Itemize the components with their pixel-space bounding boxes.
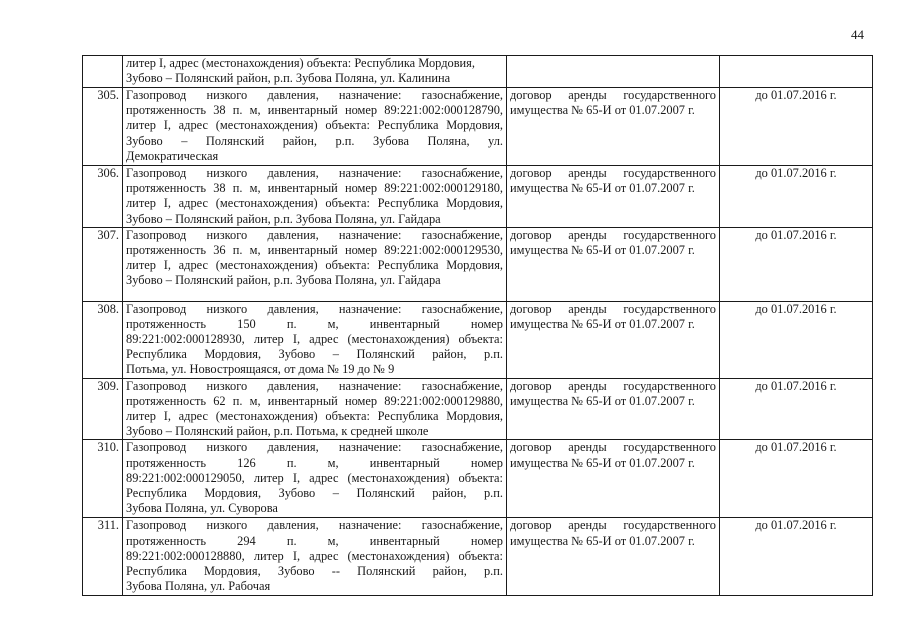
description-line: 89:221:002:000128930, литер I, адрес (местонахождения) объекта: [126,332,503,347]
table-row [83,301,873,378]
table-row [83,56,873,88]
object-description [123,301,507,378]
contract-line: имущества № 65-И от 01.07.2007 г. [510,243,695,258]
lease-end-date: до 01.07.2016 г. [720,227,873,301]
description-line: Газопровод низкого давления, назначение: газоснабжение, [126,227,503,242]
row-number [83,56,123,88]
object-description [123,56,507,88]
object-description [123,378,507,440]
property-table-body [83,56,873,596]
table-row [83,518,873,596]
description-line: литер I, адрес (местонахождения) объекта: Республика Мордовия, [126,56,475,70]
lease-end-date [720,56,873,88]
contract-line: имущества № 65-И от 01.07.2007 г. [510,455,695,470]
description-line: Зубово – Полянский район, р.п. Зубова Поляна, ул. Гайдара [126,211,441,226]
table-row [83,88,873,166]
description-line: протяженность 38 п. м, инвентарный номер 89:221:002:000129180, [126,181,503,196]
contract-line: имущества № 65-И от 01.07.2007 г. [510,103,695,118]
description-line: Газопровод низкого давления, назначение: газоснабжение, [126,518,503,533]
description-line: Газопровод низкого давления, назначение: газоснабжение, [126,88,503,102]
description-line: протяженность 126 п. м, инвентарный номер [126,455,503,470]
lease-end-date: до 01.07.2016 г. [720,518,873,596]
lease-contract [507,301,720,378]
description-line: Зубово – Полянский район, р.п. Зубова Поляна, ул. Гайдара [126,273,441,288]
contract-line: договор аренды государственного [510,301,716,316]
description-line: протяженность 62 п. м, инвентарный номер 89:221:002:000129880, [126,393,503,408]
row-number: 309. [83,378,123,440]
contract-line: имущества № 65-И от 01.07.2007 г. [510,316,695,331]
lease-contract [507,227,720,301]
description-line: протяженность 294 п. м, инвентарный номер [126,533,503,548]
description-line [126,289,503,301]
lease-contract [507,518,720,596]
contract-line: договор аренды государственного [510,88,716,102]
description-line: Зубово – Полянский район, р.п. Зубова Поляна, ул. Калинина [126,71,451,86]
contract-line: имущества № 65-И от 01.07.2007 г. [510,181,695,196]
lease-contract [507,56,720,88]
lease-end-date: до 01.07.2016 г. [720,166,873,228]
description-line: Газопровод низкого давления, назначение: газоснабжение, [126,301,503,316]
table-row [83,440,873,518]
lease-end-date: до 01.07.2016 г. [720,440,873,518]
contract-line: имущества № 65-И от 01.07.2007 г. [510,393,695,408]
description-line: Республика Мордовия, Зубово -- Полянский район, р.п. [126,564,503,579]
description-line: литер I, адрес (местонахождения) объекта: Республика Мордовия, [126,118,503,133]
contract-line: имущества № 65-И от 01.07.2007 г. [510,533,695,548]
row-number: 307. [83,227,123,301]
row-number: 308. [83,301,123,378]
lease-end-date: до 01.07.2016 г. [720,378,873,440]
lease-contract [507,88,720,166]
object-description [123,88,507,166]
description-line: Газопровод низкого давления, назначение: газоснабжение, [126,166,503,180]
lease-contract [507,440,720,518]
contract-line: договор аренды государственного [510,378,716,393]
description-line: Республика Мордовия, Зубово – Полянский район, р.п. [126,347,503,362]
object-description [123,440,507,518]
row-number: 305. [83,88,123,166]
table-row [83,166,873,228]
contract-line: договор аренды государственного [510,440,716,455]
page-number: 44 [851,27,864,42]
row-number: 310. [83,440,123,518]
description-line: протяженность 38 п. м, инвентарный номер 89:221:002:000128790, [126,103,503,118]
description-line: Зубово – Полянский район, р.п. Потьма, к средней школе [126,424,429,439]
description-line: протяженность 36 п. м, инвентарный номер 89:221:002:000129530, [126,243,503,258]
property-table [82,55,873,596]
description-line: Потьма, ул. Новостроящаяся, от дома № 19 до № 9 [126,362,395,377]
object-description [123,518,507,596]
lease-end-date: до 01.07.2016 г. [720,88,873,166]
contract-line: договор аренды государственного [510,518,716,533]
lease-contract [507,166,720,228]
description-line: Газопровод низкого давления, назначение: газоснабжение, [126,378,503,393]
description-line: литер I, адрес (местонахождения) объекта: Республика Мордовия, [126,258,503,273]
table-row [83,227,873,301]
description-line: 89:221:002:000128880, литер I, адрес (местонахождения) объекта: [126,548,503,563]
description-line: Демократическая [126,148,219,163]
lease-end-date: до 01.07.2016 г. [720,301,873,378]
description-line: литер I, адрес (местонахождения) объекта: Республика Мордовия, [126,409,503,424]
contract-line: договор аренды государственного [510,166,716,180]
row-number: 311. [83,518,123,596]
object-description [123,227,507,301]
description-line: Зубова Поляна, ул. Суворова [126,501,278,516]
row-number: 306. [83,166,123,228]
contract-line: договор аренды государственного [510,227,716,242]
description-line: Газопровод низкого давления, назначение: газоснабжение, [126,440,503,455]
description-line: 89:221:002:000129050, литер I, адрес (местонахождения) объекта: [126,470,503,485]
object-description [123,166,507,228]
lease-contract [507,378,720,440]
description-line: Зубова Поляна, ул. Рабочая [126,579,271,594]
description-line: протяженность 150 п. м, инвентарный номер [126,316,503,331]
description-line: Зубово – Полянский район, р.п. Зубова Поляна, ул. [126,133,503,148]
description-line: Республика Мордовия, Зубово – Полянский район, р.п. [126,486,503,501]
table-row [83,378,873,440]
description-line: литер I, адрес (местонахождения) объекта: Республика Мордовия, [126,196,503,211]
